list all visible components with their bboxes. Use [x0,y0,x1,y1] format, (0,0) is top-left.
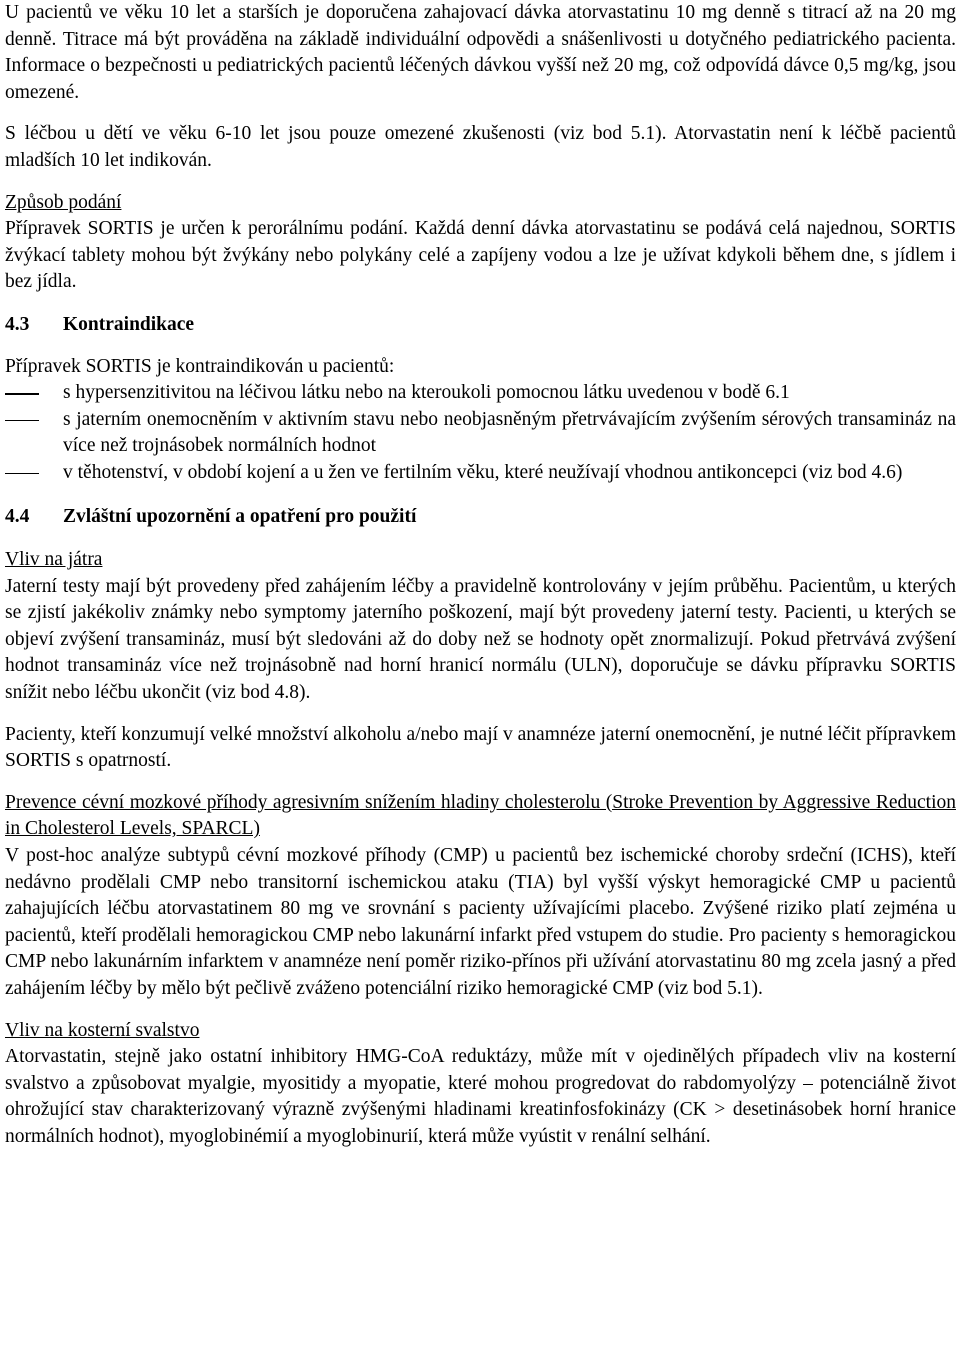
administration-heading: Způsob podání [5,191,122,213]
contraindication-lead: Přípravek SORTIS je kontraindikován u pacientů: [5,355,395,377]
liver-paragraph: Jaterní testy mají být provedeny před zahájením léčby a pravidelně kontrolovány v jejím průběhu. Pacientům, u kterých se zjistí jakékoliv známky nebo symptomy jaterního poškození, mají být provedeny jaterní testy. Pacienti, u kterých se objeví zvýšení transamináz, musí být sledováni až do doby než se hodnoty opět znormalizují. Pokud přetrvává zvýšení hodnot transamináz více než trojnásobně nad horní hranicí normálu (ULN), doporučuje se dávku přípravku SORTIS snížit nebo léčbu ukončit (viz bod 4.8). [5,575,956,704]
list-item: v těhotenství, v období kojení a u žen ve fertilním věku, které neužívají vhodnou antikoncepci (viz bod 4.6) [63,461,903,483]
contraindication-list [5,380,956,486]
muscle-paragraph: Atorvastatin, stejně jako ostatní inhibitory HMG-CoA reduktázy, může mít v ojedinělých případech vliv na kosterní svalstvo a způsobovat myalgie, myositidy a myopatie, které mohou progredovat do rabdomyolýzy – potenciálně život ohrožující stav charakterizovaný výrazně zvýšenými hladinami kreatinfosfokinázy (CK > desetinásobek horní hranice normálních hodnot), myoglobinémií a myoglobinurií, která může vyústit v renální selhání. [5,1046,956,1147]
pediatric-dosing-paragraph: U pacientů ve věku 10 let a starších je doporučena zahajovací dávka atorvastatinu 10 mg denně s titrací až na 20 mg denně. Titrace má být prováděna na základě individuální odpovědi a snášenlivosti u dotyčného pediatrického pacienta. Informace o bezpečnosti u pediatrických pacientů léčených dávkou vyšší než 20 mg, což odpovídá dávce 0,5 mg/kg, jsou omezené. [5,2,956,103]
liver-heading: Vliv na játra [5,549,103,571]
section-4-3-heading [5,312,956,339]
alcohol-paragraph: Pacienty, kteří konzumují velké množství alkoholu a/nebo mají v anamnéze jaterní onemocnění, je nutné léčit přípravkem SORTIS s opatrností. [5,723,956,772]
muscle-heading: Vliv na kosterní svalstvo [5,1019,200,1041]
administration-paragraph: Přípravek SORTIS je určen k perorálnímu podání. Každá denní dávka atorvastatinu se podává celá najednou, SORTIS žvýkací tablety mohou být žvýkány nebo polykány celé a zapíjeny vodou a lze je užívat kdykoli během dne, s jídlem i bez jídla. [5,218,956,293]
section-4-4-heading [5,504,956,531]
section-title: Kontraindikace [63,313,195,335]
list-item: s hypersenzitivitou na léčivou látku nebo na kteroukoli pomocnou látku uvedenou v bodě 6.1 [63,382,790,404]
sparcl-heading: Prevence cévní mozkové příhody agresivním snížením hladiny cholesterolu (Stroke Prevention by Aggressive Reduction in Cholesterol Levels, SPARCL) [5,791,956,840]
section-title: Zvláštní upozornění a opatření pro použití [63,505,417,527]
sparcl-paragraph: V post-hoc analýze subtypů cévní mozkové příhody (CMP) u pacientů bez ischemické choroby srdeční (ICHS), kteří nedávno prodělali CMP nebo transitorní ischemickou ataku (TIA) byl vyšší výskyt hemoragické CMP u pacientů zahajujících léčbu atorvastatinem 80 mg ve srovnání s pacienty užívajícími placebo. Zvýšené riziko platí zejména u pacientů, kteří prodělali hemoragickou CMP nebo lakunární infarkt před vstupem do studie. Pro pacienty s hemoragickou CMP nebo lakunárním infarktem v anamnéze není poměr riziko-přínos při užívání atorvastatinu 80 mg zcela jasný a před zahájením léčby by mělo být pečlivě zváženo potenciální riziko hemoragické CMP (viz bod 5.1). [5,845,956,999]
section-number: 4.4 [5,505,30,527]
pediatric-experience-paragraph: S léčbou u dětí ve věku 6-10 let jsou pouze omezené zkušenosti (viz bod 5.1). Atorvastatin není k léčbě pacientů mladších 10 let indikován. [5,123,956,171]
list-item: s jaterním onemocněním v aktivním stavu nebo neobjasněným přetrvávajícím zvýšením sérových transamináz na více než trojnásobek normálních hodnot [63,408,956,457]
section-number: 4.3 [5,313,30,335]
